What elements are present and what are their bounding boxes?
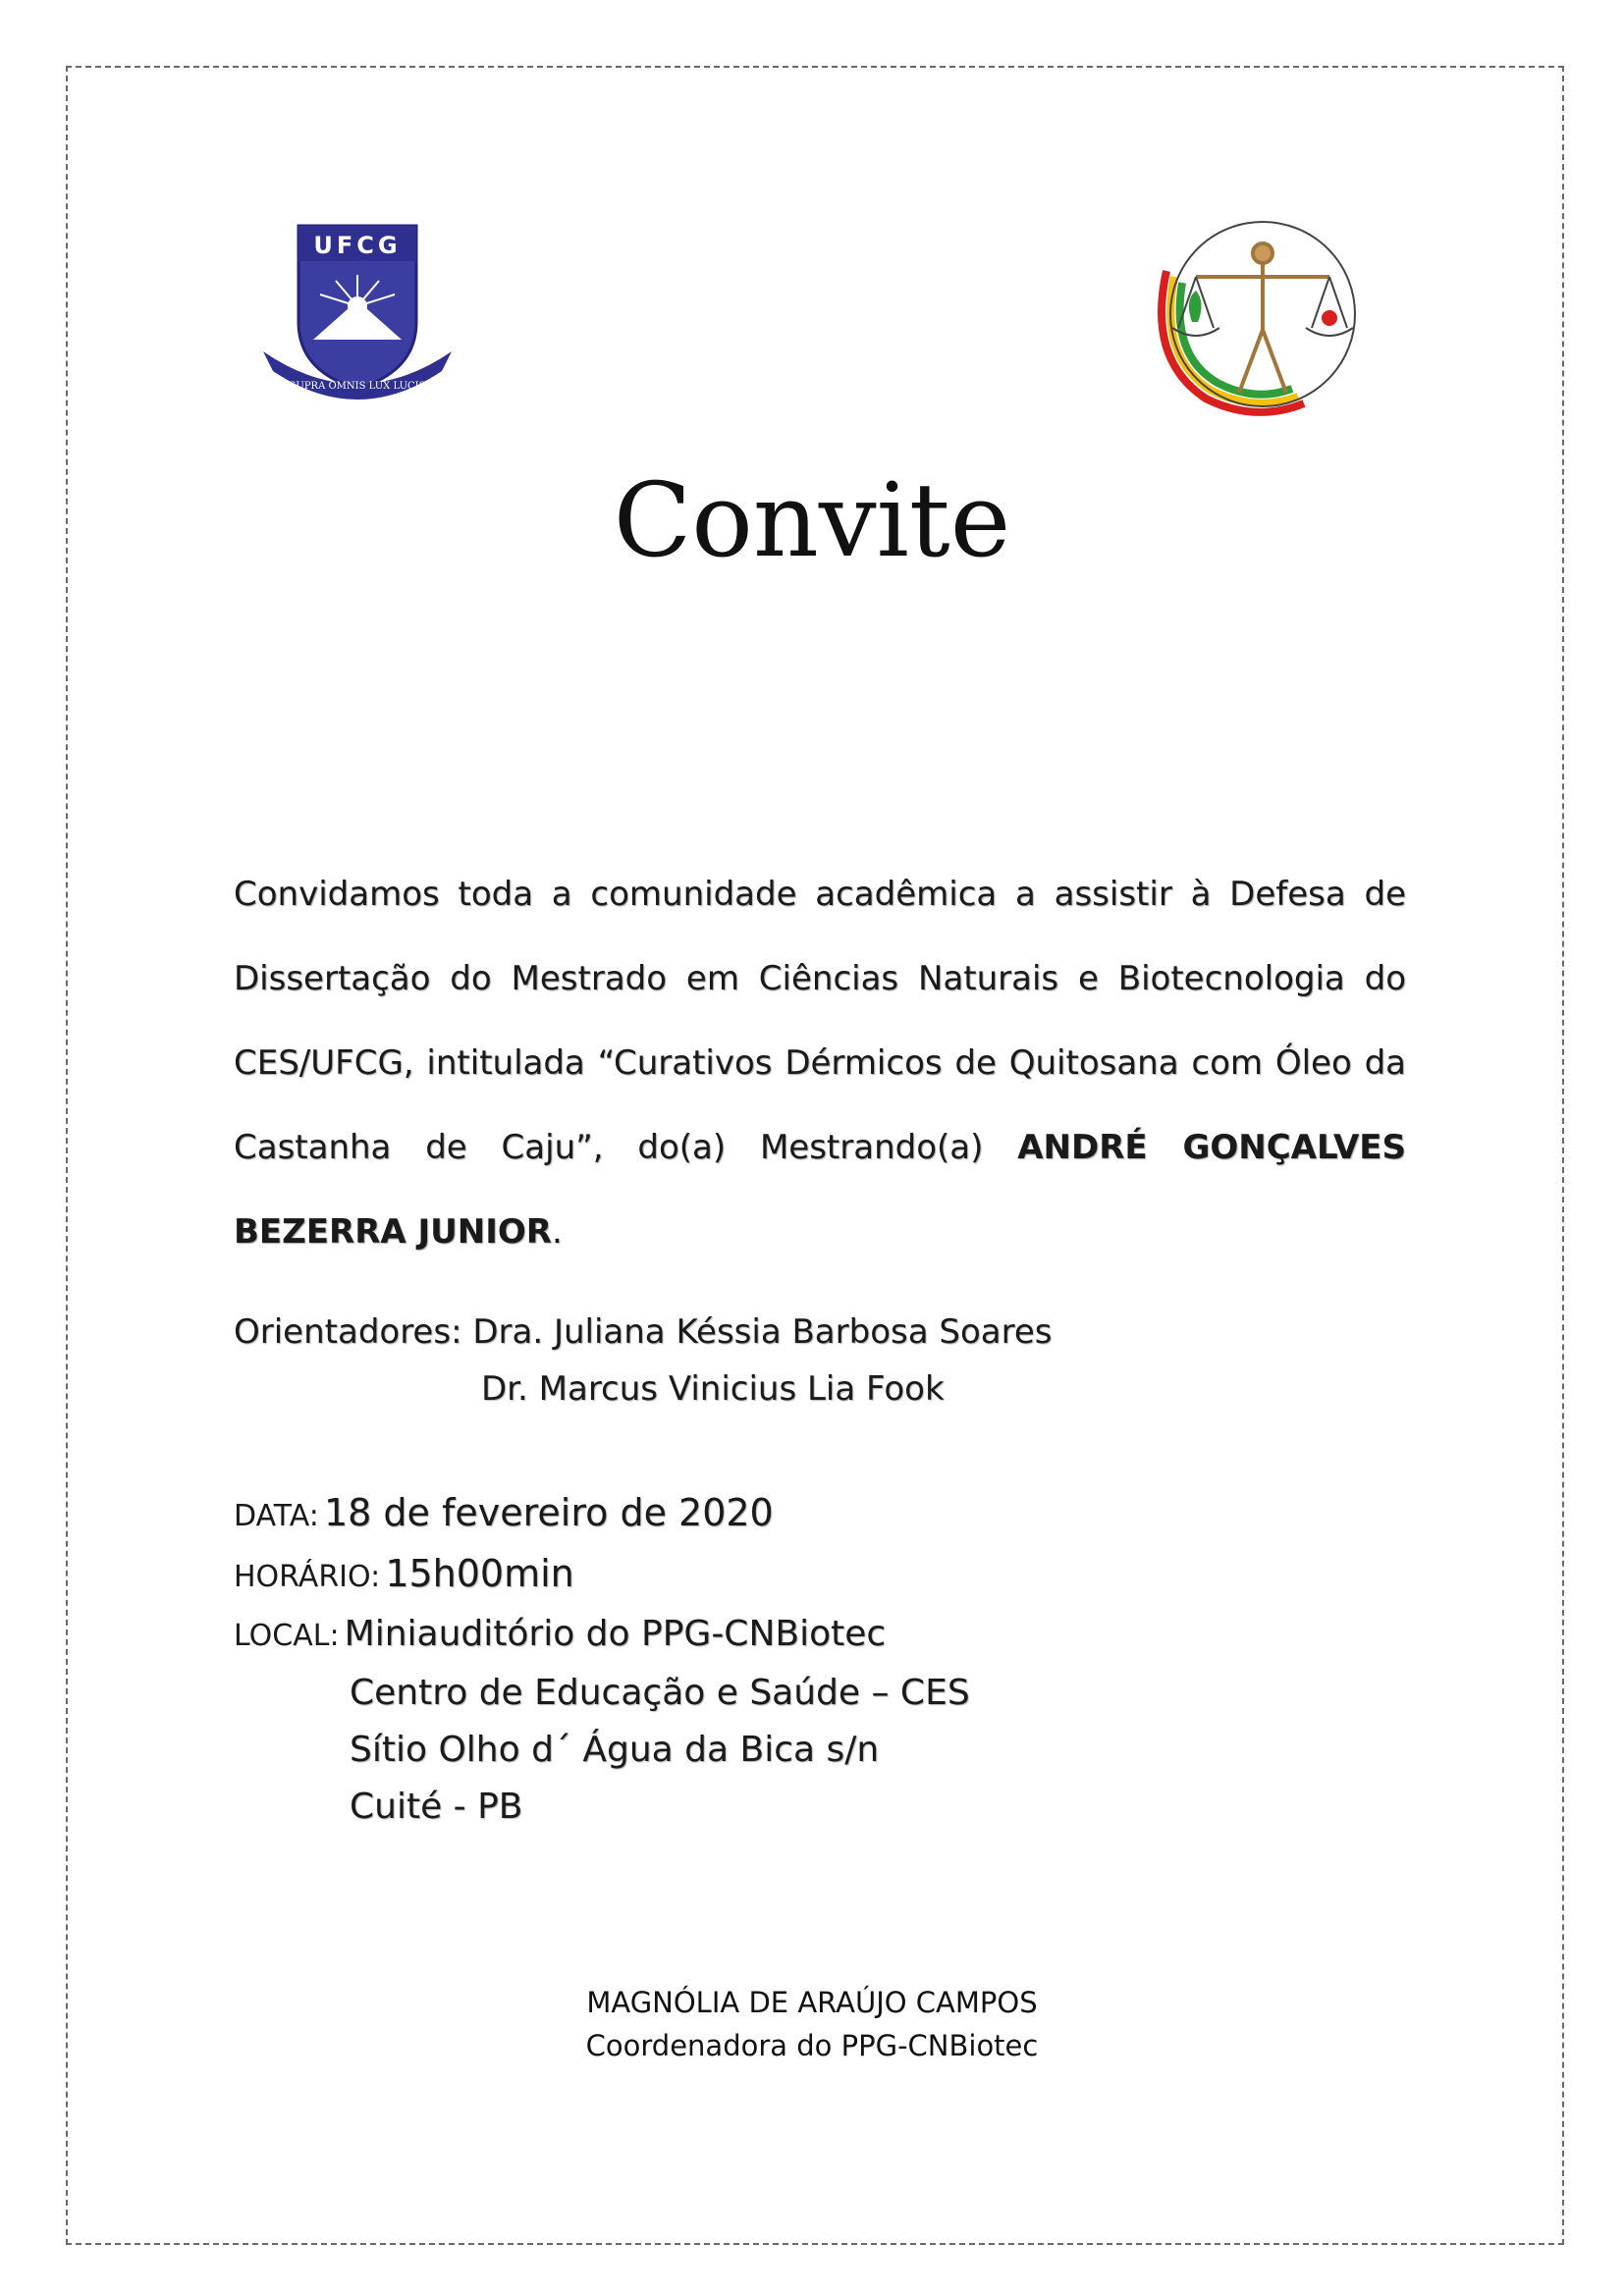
- time-value: 15h00min: [385, 1552, 574, 1595]
- advisor-second: Dr. Marcus Vinicius Lia Fook: [481, 1369, 945, 1409]
- time-row: [234, 1545, 970, 1606]
- invitation-paragraph: [234, 852, 1406, 1274]
- invitation-end: .: [551, 1212, 563, 1252]
- ufcg-logo-text: UFCG: [313, 232, 402, 259]
- event-details: [234, 1484, 970, 1836]
- time-label: HORÁRIO:: [234, 1560, 381, 1594]
- place-line-4: Cuité - PB: [350, 1787, 523, 1827]
- advisor-first: Dra. Juliana Késsia Barbosa Soares: [472, 1312, 1053, 1352]
- place-line-3: Sítio Olho d´ Água da Bica s/n: [350, 1730, 880, 1770]
- ufcg-logo: [259, 224, 456, 410]
- invitation-text: Convidamos toda a comunidade acadêmica a assistir à Defesa de Dissertação do Mestrado em Ciências Naturais e Biotecnologia do CES/UFCG, intitulada “Curativos Dérmicos de Quitosana com Óleo da Castanha de Caju”, do(a) Mestrando(a): [234, 875, 1406, 1167]
- place-line-2: Centro de Educação e Saúde – CES: [350, 1673, 970, 1713]
- place-row: [234, 1606, 970, 1665]
- signatory-role: Coordenadora do PPG-CNBiotec: [585, 2029, 1039, 2062]
- candidate-name: ANDRÉ GONÇALVES BEZERRA JUNIOR: [234, 1128, 1407, 1252]
- page-title: Convite: [613, 460, 1011, 580]
- ppg-cnbiotec-logo: [1137, 212, 1363, 418]
- place-line-1: Miniauditório do PPG-CNBiotec: [344, 1614, 887, 1654]
- date-row: [234, 1484, 970, 1545]
- signatory-name: MAGNÓLIA DE ARAÚJO CAMPOS: [586, 1986, 1038, 2019]
- signature-block: [0, 1981, 1624, 2067]
- ufcg-motto-text: SUPRA OMNIS LUX LUCIS: [289, 381, 426, 392]
- place-label: LOCAL:: [234, 1619, 340, 1653]
- date-label: DATA:: [234, 1499, 319, 1533]
- advisors-label: Orientadores:: [234, 1312, 462, 1352]
- date-value: 18 de fevereiro de 2020: [323, 1491, 774, 1534]
- advisors-block: [234, 1304, 1052, 1417]
